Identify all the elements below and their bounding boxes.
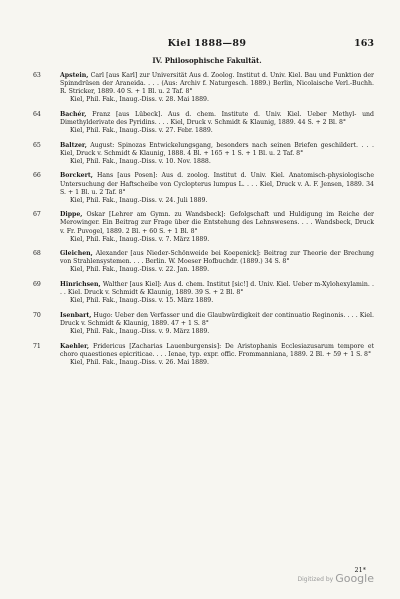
author-name: Gleichen, bbox=[60, 250, 93, 258]
entry bbox=[33, 343, 374, 367]
entry-number: 69 bbox=[33, 280, 41, 288]
entry bbox=[33, 111, 374, 135]
entry bbox=[33, 172, 374, 204]
entry-citation bbox=[60, 111, 374, 127]
entry-citation bbox=[60, 172, 374, 196]
dissertation-note: Kiel, Phil. Fak., Inaug.-Diss. v. 15. März 1889. bbox=[70, 297, 214, 305]
entry-list bbox=[33, 72, 374, 373]
citation-text: Walther [aus Kiel]: Aus d. chem. Institut [sic!] d. Univ. Kiel. Ueber m-Xylohexylamin. . . . Kiel. Druck v. Schmidt & Klaunig, 1889. 39 S. + 2 Bl. 8° bbox=[60, 280, 374, 297]
dissertation-note: Kiel, Phil. Fak., Inaug.-Diss. v. 10. Nov. 1888. bbox=[70, 157, 211, 165]
entry-number: 70 bbox=[33, 311, 41, 319]
entry-citation bbox=[60, 312, 374, 328]
dissertation-note: Kiel, Phil. Fak., Inaug.-Diss. v. 28. Mai 1889. bbox=[70, 96, 209, 104]
page-number: 163 bbox=[354, 38, 374, 49]
author-name: Dippe, bbox=[60, 211, 83, 219]
entry-number: 63 bbox=[33, 72, 41, 79]
running-header bbox=[40, 38, 374, 52]
citation-text: Hans [aus Posen]: Aus d. zoolog. Institut d. Univ. Kiel. Anatomisch-physiologische Untersuchung der Haftscheibe von Cyclopterus lumpus L. . . . Kiel, Druck v. A. F. Jensen, 1889. 34 S. + 1 Bl. u. 2 Taf. 8° bbox=[60, 172, 374, 196]
dissertation-note: Kiel, Phil. Fak., Inaug.-Diss. v. 9. März 1889. bbox=[70, 327, 210, 335]
author-name: Baltzer, bbox=[60, 141, 87, 149]
entry bbox=[33, 281, 374, 305]
dissertation-note: Kiel, Phil. Fak., Inaug.-Diss. v. 7. März 1889. bbox=[70, 235, 210, 243]
citation-text: Hugo: Ueber den Verfasser und die Glaubwürdigkeit der continuatio Reginonis. . . . Kiel. Druck v. Schmidt & Klaunig, 1889. 47 + 1 S. 8° bbox=[60, 311, 374, 327]
dissertation-note: Kiel, Phil. Fak., Inaug.-Diss. v. 26. Mai 1889. bbox=[70, 358, 209, 366]
dissertation-note: Kiel, Phil. Fak., Inaug.-Diss. v. 24. Juli 1889. bbox=[70, 196, 208, 204]
entry bbox=[33, 211, 374, 243]
citation-text: August: Spinozas Entwickelungsgang, besonders nach seinen Briefen geschildert. . . . Kiel, Druck v. Schmidt & Klaunig, 1888. 4 Bl. + 165 + 1 S. + 1 Bl. u. 2 Taf. 8° bbox=[60, 141, 374, 157]
entry-number: 67 bbox=[33, 211, 41, 219]
entry-number: 68 bbox=[33, 250, 41, 258]
entry-number: 71 bbox=[33, 342, 41, 350]
entry-number: 64 bbox=[33, 110, 41, 118]
author-name: Borckert, bbox=[60, 172, 93, 180]
signature-mark: 21* bbox=[354, 566, 366, 574]
entry bbox=[33, 72, 374, 104]
entry-citation bbox=[60, 142, 374, 158]
entry-citation bbox=[60, 343, 374, 359]
entry-number: 66 bbox=[33, 172, 41, 180]
entry-citation bbox=[60, 281, 374, 297]
citation-text: Alexander [aus Nieder-Schönweide bei Koepenick]: Beitrag zur Theorie der Brechung von Strahlensystemen. . . . Berlin. W. Moeser Hofbuchdr. (1889.) 34 S. 8° bbox=[60, 250, 374, 266]
entry bbox=[33, 312, 374, 336]
author-name: Bachér, bbox=[60, 110, 87, 118]
dissertation-note: Kiel, Phil. Fak., Inaug.-Diss. v. 27. Febr. 1889. bbox=[70, 127, 213, 135]
section-heading: IV. Philosophische Fakultät. bbox=[152, 56, 262, 65]
entry-citation bbox=[60, 211, 374, 235]
dissertation-note: Kiel, Phil. Fak., Inaug.-Diss. v. 22. Jan. 1889. bbox=[70, 266, 210, 274]
google-watermark bbox=[298, 572, 375, 585]
citation-text: Oskar [Lehrer am Gymn. zu Wandsbeck]: Gefolgschaft und Huldigung im Reiche der Merowinger. Ein Beitrag zur Frage über die Entstehung des Lehnswesens. . . . Wandsbeck, Druck v. Fr. Puvogel, 1889. 2 Bl. + 60 S. + 1 Bl. 8° bbox=[60, 211, 374, 235]
watermark-prefix: Digitized by bbox=[297, 575, 334, 583]
entry bbox=[33, 142, 374, 166]
entry bbox=[33, 250, 374, 274]
author-name: Apstein, bbox=[60, 72, 89, 79]
header-title: Kiel 1888—89 bbox=[167, 38, 247, 49]
author-name: Hinrichsen, bbox=[60, 280, 101, 288]
author-name: Kaehler, bbox=[60, 342, 90, 350]
citation-text: Fridericus [Zacharias Lauenburgensis]: De Aristophanis Ecclesiazusarum tempore et choro quaestiones epicriticae. . . . Ienae, typ. expr. offic. Frommanniana, 1889. 2 Bl. + 59 + 1 S. 8° bbox=[60, 342, 375, 358]
entry-citation bbox=[60, 250, 374, 266]
citation-text: Carl [aus Karl] zur Universität Aus d. Zoolog. Institut d. Univ. Kiel. Bau und Funktion der Spinndrüsen der Araneida. . . . (Aus: Archiv f. Naturgesch. 1889.) Berlin, Nicolaische Verl.-Buchh. R. Stricker, 1889. 40 S. + 1 Bl. u. 2 Taf. 8° bbox=[60, 72, 375, 96]
entry-citation bbox=[60, 72, 374, 96]
entry-number: 65 bbox=[33, 141, 41, 149]
watermark-brand: Google bbox=[335, 572, 374, 585]
author-name: Isenbart, bbox=[60, 311, 92, 319]
citation-text: Franz [aus Lübeck]. Aus d. chem. Institute d. Univ. Kiel. Ueber Methyl- und Dimethylderivate des Pyridins. . . . Kiel, Druck v. Schmidt & Klaunig, 1889. 44 S. + 2 Bl. 8° bbox=[60, 110, 374, 126]
